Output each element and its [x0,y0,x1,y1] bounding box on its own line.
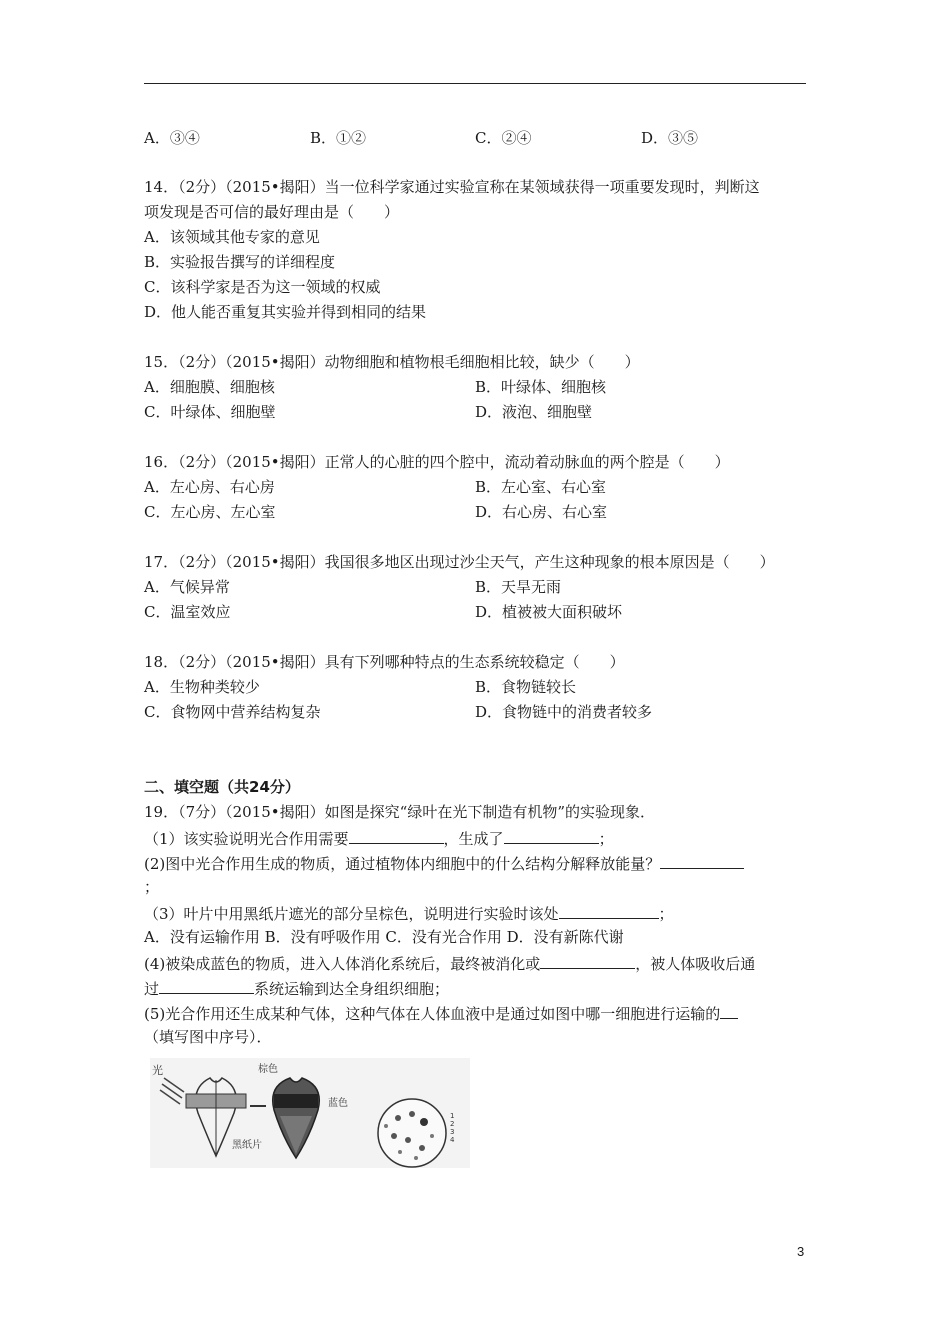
page-number: 3 [797,1244,805,1259]
q19-part2-tail: ； [144,878,160,896]
q16-option-d: D．右心房、右心室 [475,503,608,521]
q19-part4-text-c: 过 [144,980,160,998]
cell-number-3: 3 [450,1128,455,1136]
q19-part3-text-a: （3）叶片中用黑纸片遮光的部分呈棕色，说明进行实验时该处 [144,905,559,923]
q19-part3 [144,902,674,924]
q19-blank-5[interactable] [540,952,635,969]
q19-blank-2[interactable] [504,827,599,844]
header-rule [144,83,806,84]
q19-part4-text-b: ，被人体吸收后通 [635,955,756,973]
cell-number-4: 4 [450,1136,455,1144]
q19-blank-1[interactable] [349,827,444,844]
q14-option-a: A．该领域其他专家的意见 [144,228,320,246]
q19-part1 [144,827,614,849]
q19-part4-text-a: (4)被染成蓝色的物质，进入人体消化系统后，最终被消化或 [144,955,541,973]
q17-option-a: A．气候异常 [144,578,230,596]
q18-stem: 18．（2分）（2015•揭阳）具有下列哪种特点的生态系统较稳定（ ） [144,653,625,671]
q18-option-b: B．食物链较长 [475,678,577,696]
q16-option-c: C．左心房、左心室 [144,503,276,521]
q19-blank-4[interactable] [559,902,659,919]
q16-stem: 16．（2分）（2015•揭阳）正常人的心脏的四个腔中，流动着动脉血的两个腔是（ ） [144,453,730,471]
q19-part1-text-a: （1）该实验说明光合作用需要 [144,830,349,848]
experiment-figure [150,1058,470,1168]
q14-stem-line1: 14．（2分）（2015•揭阳）当一位科学家通过实验宣称在某领域获得一项重要发现时，判断这 [144,178,760,196]
q19-part4-text-d: 系统运输到达全身组织细胞； [254,980,450,998]
q19-blank-7[interactable] [720,1002,738,1019]
q13-option-c: C．②④ [475,129,532,147]
label-brown: 棕色 [258,1064,278,1075]
label-black-paper: 黑纸片 [232,1140,262,1151]
q13-option-d: D．③⑤ [641,129,699,147]
q17-option-b: B．天旱无雨 [475,578,562,596]
q19-part5-text-a: (5)光合作用还生成某种气体，这种气体在人体血液中是通过如图中哪一细胞进行运输的 [144,1005,721,1023]
blood-smear-circle [378,1099,446,1167]
q19-part3-options: A．没有运输作用 B．没有呼吸作用 C．没有光合作用 D．没有新陈代谢 [144,928,624,946]
q18-option-d: D．食物链中的消费者较多 [475,703,653,721]
q14-stem-line2: 项发现是否可信的最好理由是（ ） [144,203,400,221]
q17-option-d: D．植被被大面积破坏 [475,603,623,621]
q19-stem: 19．（7分）（2015•揭阳）如图是探究“绿叶在光下制造有机物”的实验现象． [144,803,655,821]
q19-part1-text-c: ； [598,830,614,848]
cell-number-1: 1 [450,1112,455,1120]
q15-stem: 15．（2分）（2015•揭阳）动物细胞和植物根毛细胞相比较，缺少（ ） [144,353,640,371]
q13-option-b: B．①② [310,129,367,147]
q19-part1-text-b: ，生成了 [443,830,504,848]
q19-blank-3[interactable] [660,852,744,869]
q17-option-c: C．温室效应 [144,603,231,621]
q15-option-b: B．叶绿体、细胞核 [475,378,607,396]
q18-option-a: A．生物种类较少 [144,678,260,696]
q19-part4-cont [144,977,449,999]
cell-number-2: 2 [450,1120,455,1128]
q13-option-a: A．③④ [144,129,200,147]
q15-option-d: D．液泡、细胞壁 [475,403,593,421]
q19-part2 [144,852,744,874]
q14-option-d: D．他人能否重复其实验并得到相同的结果 [144,303,427,321]
label-blue: 蓝色 [328,1098,348,1109]
q19-part5-tail: （填写图中序号）． [144,1028,272,1046]
q15-option-a: A．细胞膜、细胞核 [144,378,275,396]
experiment-figure-svg [150,1058,470,1168]
q15-option-c: C．叶绿体、细胞壁 [144,403,276,421]
label-light: 光 [152,1064,163,1077]
q16-option-a: A．左心房、右心房 [144,478,275,496]
q17-stem: 17．（2分）（2015•揭阳）我国很多地区出现过沙尘天气，产生这种现象的根本原因是（ ） [144,553,775,571]
q19-part4 [144,952,755,974]
q18-option-c: C．食物网中营养结构复杂 [144,703,321,721]
q14-option-c: C．该科学家是否为这一领域的权威 [144,278,381,296]
section-heading: 二、填空题（共24分） [144,778,300,796]
q19-part2-text-a: (2)图中光合作用生成的物质，通过植物体内细胞中的什么结构分解释放能量？ [144,855,661,873]
q14-option-b: B．实验报告撰写的详细程度 [144,253,336,271]
q19-blank-6[interactable] [159,977,254,994]
cell-number-labels [450,1112,455,1144]
q19-part3-text-b: ； [658,905,674,923]
q16-option-b: B．左心室、右心室 [475,478,607,496]
q19-part5 [144,1002,738,1024]
